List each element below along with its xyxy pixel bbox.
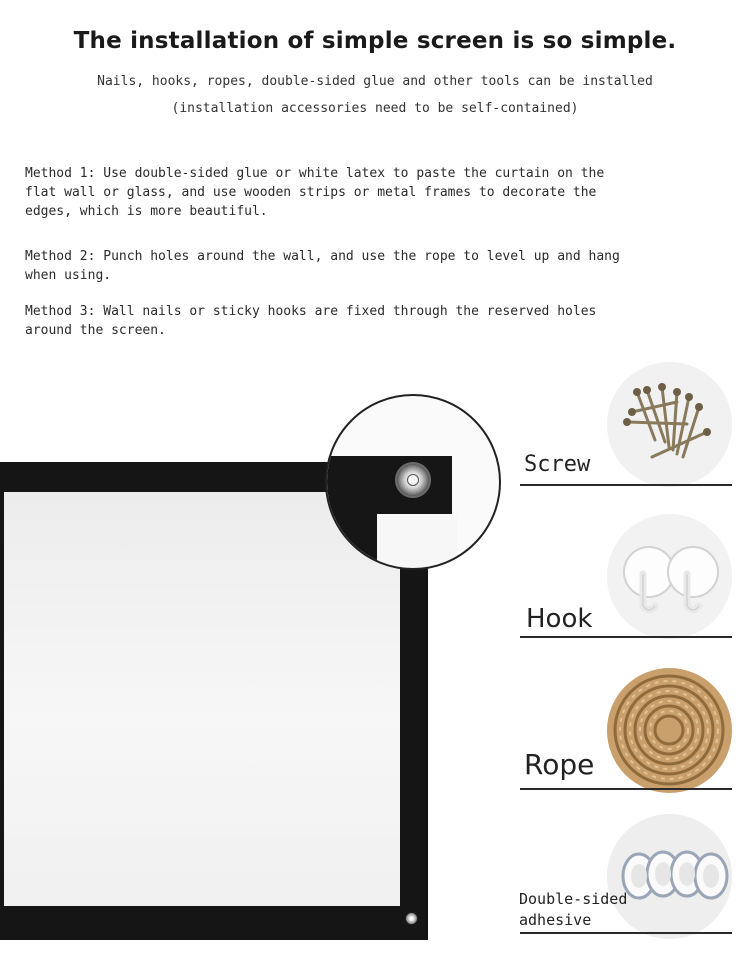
tape-label-line-1: Double-sided bbox=[519, 890, 628, 908]
tape-label-line-2: adhesive bbox=[519, 911, 592, 929]
tape-underline bbox=[520, 932, 732, 934]
subtitle-line-2: (installation accessories need to be self-contained) bbox=[171, 101, 579, 116]
grommet-hole bbox=[407, 474, 419, 486]
method-1-text: Method 1: Use double-sided glue or white latex to paste the curtain on the flat wall or glass, and use wooden strips or metal frames to decorate the edges, which is more beautiful. bbox=[25, 166, 605, 219]
rope-image bbox=[607, 668, 732, 793]
hook-label: Hook bbox=[526, 604, 593, 634]
hook-icon bbox=[607, 514, 732, 639]
subtitle-line-1: Nails, hooks, ropes, double-sided glue and other tools can be installed bbox=[97, 74, 653, 89]
grommet-zoom-circle bbox=[325, 394, 501, 570]
zoom-screen-corner bbox=[377, 514, 457, 570]
hook-underline bbox=[520, 636, 732, 638]
method-2-text: Method 2: Punch holes around the wall, and use the rope to level up and hang when using. bbox=[25, 249, 620, 283]
screw-image bbox=[607, 362, 732, 487]
screw-icon bbox=[607, 362, 732, 487]
rope-icon bbox=[607, 668, 732, 793]
page-title: The installation of simple screen is so simple. bbox=[73, 28, 677, 54]
screw-label: Screw bbox=[524, 452, 591, 477]
grommet-icon bbox=[405, 912, 418, 925]
method-3-text: Method 3: Wall nails or sticky hooks are fixed through the reserved holes around the screen. bbox=[25, 304, 597, 338]
rope-underline bbox=[520, 788, 732, 790]
tape-label bbox=[519, 889, 627, 931]
rope-label: Rope bbox=[524, 748, 595, 781]
screw-underline bbox=[520, 484, 732, 486]
hook-image bbox=[607, 514, 732, 639]
